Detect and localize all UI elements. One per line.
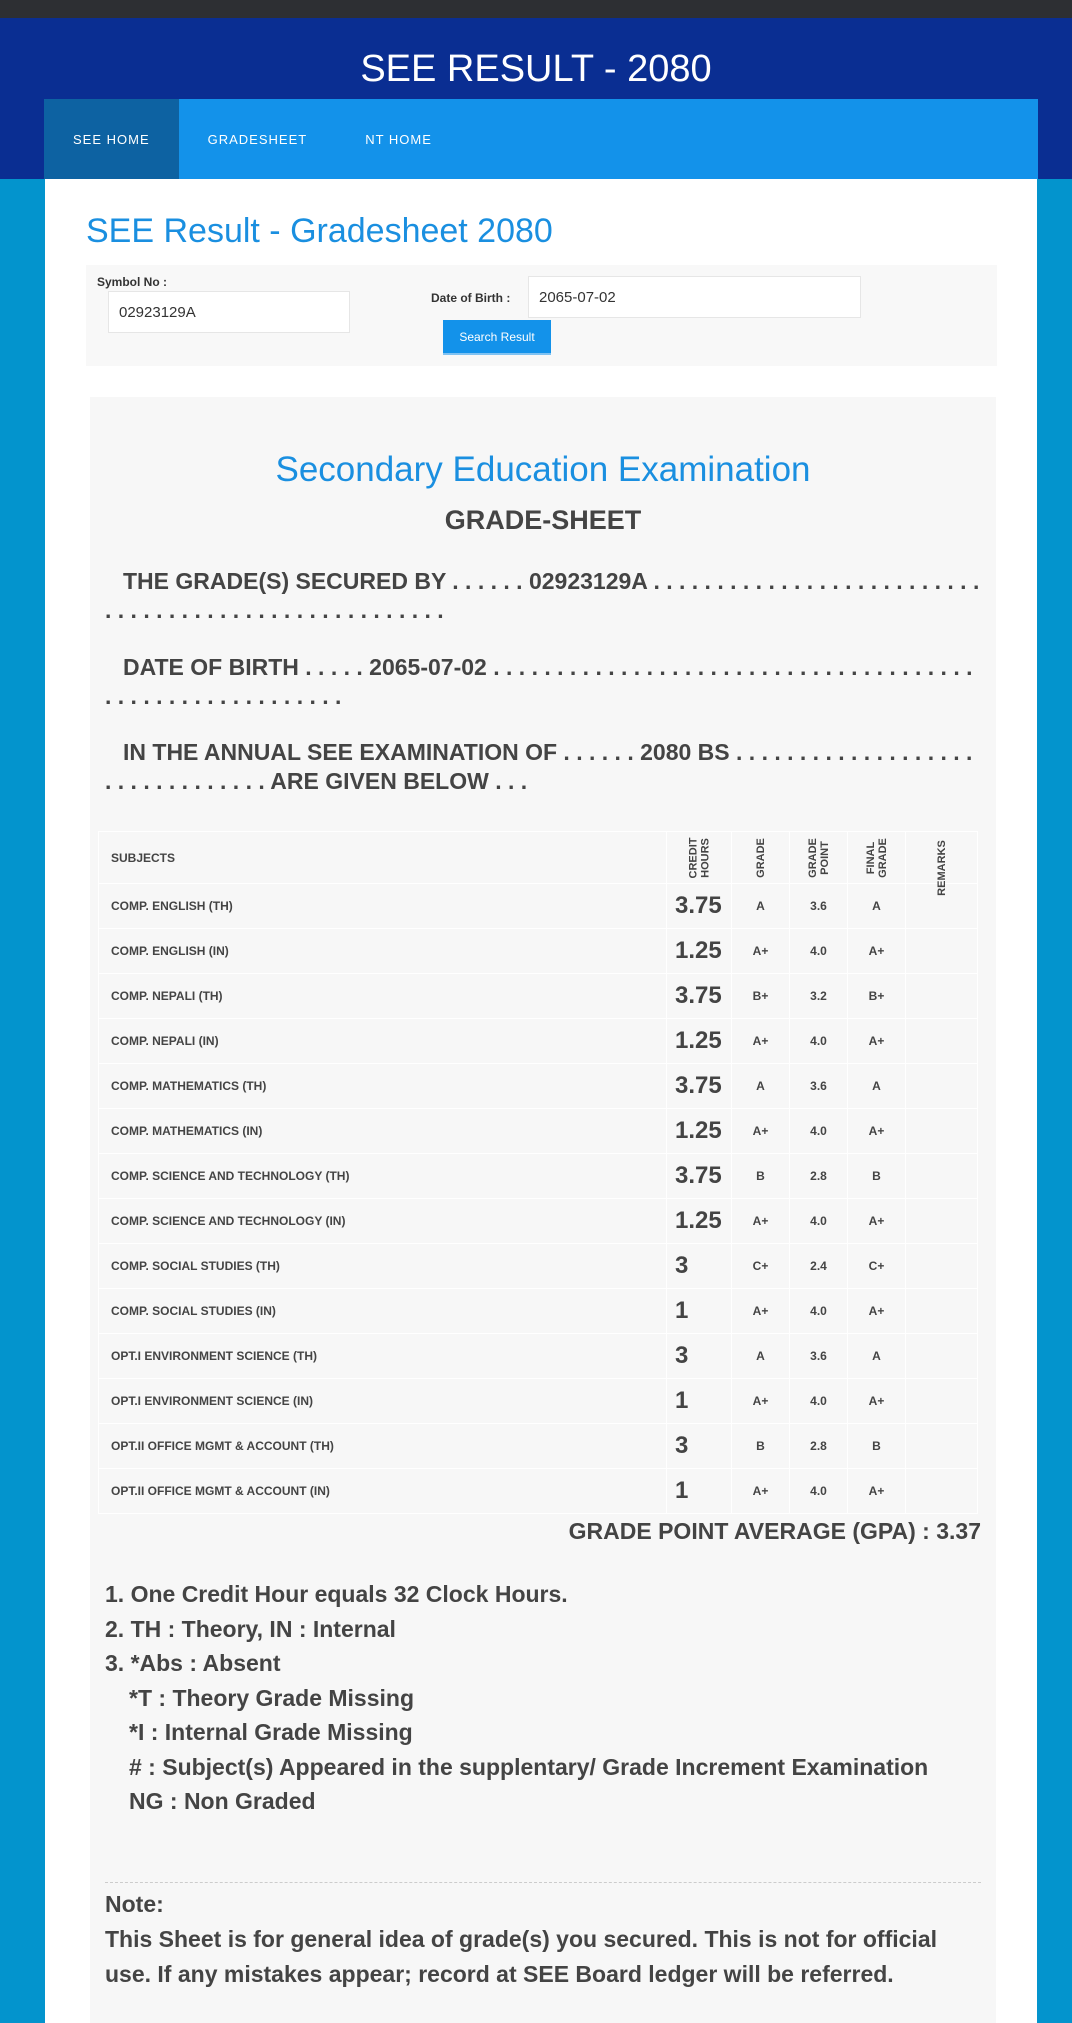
gradesheet bbox=[90, 397, 996, 2023]
cell-grade-point: 3.2 bbox=[790, 974, 848, 1019]
table-row bbox=[99, 1379, 978, 1424]
cell-final-grade: A bbox=[848, 1334, 906, 1379]
cell-grade: A+ bbox=[732, 1109, 790, 1154]
cell-subject: COMP. MATHEMATICS (TH) bbox=[99, 1064, 667, 1109]
cell-credit-hours: 1.25 bbox=[667, 1019, 732, 1064]
table-row bbox=[99, 1064, 978, 1109]
cell-final-grade: A+ bbox=[848, 1109, 906, 1154]
cell-grade-point: 4.0 bbox=[790, 1289, 848, 1334]
cell-subject: OPT.I ENVIRONMENT SCIENCE (TH) bbox=[99, 1334, 667, 1379]
note-item: 3. *Abs : Absent bbox=[105, 1650, 281, 1676]
gradesheet-title: GRADE-SHEET bbox=[444, 505, 642, 535]
table-row bbox=[99, 1244, 978, 1289]
dob-label: Date of Birth : bbox=[431, 291, 511, 305]
cell-grade-point: 4.0 bbox=[790, 1199, 848, 1244]
note-item: 2. TH : Theory, IN : Internal bbox=[105, 1615, 396, 1642]
cell-grade-point: 2.8 bbox=[790, 1424, 848, 1469]
cell-grade-point: 4.0 bbox=[790, 929, 848, 974]
col-subjects: SUBJECTS bbox=[99, 832, 667, 884]
nav-nt-home[interactable]: NT HOME bbox=[365, 131, 432, 147]
table-row bbox=[99, 884, 978, 929]
cell-final-grade: A+ bbox=[848, 1469, 906, 1514]
cell-final-grade: A+ bbox=[848, 1289, 906, 1334]
cell-grade-point: 4.0 bbox=[790, 1109, 848, 1154]
notes-list bbox=[105, 1577, 981, 1819]
cell-remarks bbox=[906, 1424, 978, 1469]
cell-credit-hours: 3 bbox=[667, 1244, 732, 1289]
note-item: *I : Internal Grade Missing bbox=[129, 1719, 413, 1745]
cell-credit-hours: 3.75 bbox=[667, 1154, 732, 1199]
col-credit-hours: CREDIT HOURS bbox=[667, 832, 732, 884]
cell-remarks bbox=[906, 1154, 978, 1199]
cell-credit-hours: 1 bbox=[667, 1379, 732, 1424]
cell-grade-point: 4.0 bbox=[790, 1019, 848, 1064]
table-row bbox=[99, 1019, 978, 1064]
cell-subject: COMP. ENGLISH (IN) bbox=[99, 929, 667, 974]
search-form bbox=[86, 265, 997, 366]
table-row bbox=[99, 1424, 978, 1469]
browser-top-bar bbox=[0, 0, 1072, 18]
cell-credit-hours: 1.25 bbox=[667, 1199, 732, 1244]
cell-subject: COMP. SOCIAL STUDIES (TH) bbox=[99, 1244, 667, 1289]
site-title: SEE RESULT - 2080 bbox=[360, 48, 712, 90]
cell-credit-hours: 3 bbox=[667, 1424, 732, 1469]
cell-credit-hours: 1.25 bbox=[667, 929, 732, 974]
cell-subject: COMP. SCIENCE AND TECHNOLOGY (IN) bbox=[99, 1199, 667, 1244]
nav-see-home[interactable]: SEE HOME bbox=[44, 99, 179, 179]
cell-final-grade: A+ bbox=[848, 1379, 906, 1424]
cell-grade: A bbox=[732, 1334, 790, 1379]
cell-credit-hours: 3.75 bbox=[667, 1064, 732, 1109]
cell-grade-point: 4.0 bbox=[790, 1379, 848, 1424]
note-item: 1. One Credit Hour equals 32 Clock Hours. bbox=[105, 1581, 568, 1607]
cell-remarks bbox=[906, 1289, 978, 1334]
table-header bbox=[99, 832, 978, 884]
table-row bbox=[99, 1154, 978, 1199]
table-row bbox=[99, 1289, 978, 1334]
grades-table bbox=[98, 831, 978, 1514]
cell-remarks bbox=[906, 1199, 978, 1244]
cell-grade: A+ bbox=[732, 1289, 790, 1334]
col-grade-point: GRADE POINT bbox=[790, 832, 848, 884]
cell-grade: B bbox=[732, 1154, 790, 1199]
cell-grade-point: 3.6 bbox=[790, 884, 848, 929]
cell-credit-hours: 3 bbox=[667, 1334, 732, 1379]
cell-credit-hours: 3.75 bbox=[667, 884, 732, 929]
symbol-label: Symbol No : bbox=[97, 275, 168, 289]
note-title: Note: bbox=[105, 1891, 164, 1917]
cell-final-grade: B+ bbox=[848, 974, 906, 1019]
nav-gradesheet[interactable]: GRADESHEET bbox=[207, 131, 308, 147]
cell-final-grade: A+ bbox=[848, 929, 906, 974]
col-remarks: REMARKS bbox=[906, 832, 978, 884]
cell-remarks bbox=[906, 1019, 978, 1064]
cell-grade: B+ bbox=[732, 974, 790, 1019]
col-final-grade: FINAL GRADE bbox=[848, 832, 906, 884]
disclaimer bbox=[105, 1882, 981, 1992]
cell-subject: OPT.II OFFICE MGMT & ACCOUNT (IN) bbox=[99, 1469, 667, 1514]
cell-grade: A+ bbox=[732, 1379, 790, 1424]
cell-subject: COMP. SCIENCE AND TECHNOLOGY (TH) bbox=[99, 1154, 667, 1199]
table-row bbox=[99, 929, 978, 974]
note-text: This Sheet is for general idea of grade(s) you secured. This is not for official use. If any mistakes appear; record at SEE Board ledger will be referred. bbox=[105, 1926, 937, 1987]
symbol-input[interactable]: 02923129A bbox=[108, 291, 350, 333]
table-row bbox=[99, 1109, 978, 1154]
cell-remarks bbox=[906, 1064, 978, 1109]
page-title: SEE Result - Gradesheet 2080 bbox=[86, 212, 553, 250]
cell-final-grade: B bbox=[848, 1154, 906, 1199]
cell-credit-hours: 1 bbox=[667, 1289, 732, 1334]
cell-final-grade: A+ bbox=[848, 1199, 906, 1244]
gpa: GRADE POINT AVERAGE (GPA) : 3.37 bbox=[568, 1518, 981, 1544]
col-grade: GRADE bbox=[732, 832, 790, 884]
cell-remarks bbox=[906, 1469, 978, 1514]
cell-subject: COMP. ENGLISH (TH) bbox=[99, 884, 667, 929]
cell-remarks bbox=[906, 1379, 978, 1424]
cell-subject: COMP. NEPALI (TH) bbox=[99, 974, 667, 1019]
dob-input[interactable]: 2065-07-02 bbox=[528, 276, 861, 318]
cell-grade-point: 3.6 bbox=[790, 1064, 848, 1109]
table-row bbox=[99, 974, 978, 1019]
cell-final-grade: C+ bbox=[848, 1244, 906, 1289]
cell-final-grade: A+ bbox=[848, 1019, 906, 1064]
note-item: NG : Non Graded bbox=[129, 1788, 316, 1814]
cell-grade-point: 3.6 bbox=[790, 1334, 848, 1379]
cell-subject: OPT.I ENVIRONMENT SCIENCE (IN) bbox=[99, 1379, 667, 1424]
cell-remarks bbox=[906, 929, 978, 974]
table-row bbox=[99, 1334, 978, 1379]
cell-final-grade: A bbox=[848, 884, 906, 929]
cell-remarks bbox=[906, 1244, 978, 1289]
cell-final-grade: A bbox=[848, 1064, 906, 1109]
cell-remarks bbox=[906, 1334, 978, 1379]
cell-subject: COMP. SOCIAL STUDIES (IN) bbox=[99, 1289, 667, 1334]
cell-grade: C+ bbox=[732, 1244, 790, 1289]
cell-grade-point: 2.8 bbox=[790, 1154, 848, 1199]
cell-remarks bbox=[906, 1109, 978, 1154]
secured-by-line: THE GRADE(S) SECURED BY . . . . . . 02923129A . . . . . . . . . . . . . . . . . . . . . . . . . . . . . . . . . . . . . . . . . . . . . . . . . . . . . bbox=[105, 568, 980, 623]
cell-credit-hours: 3.75 bbox=[667, 974, 732, 1019]
dob-line: DATE OF BIRTH . . . . . 2065-07-02 . . . . . . . . . . . . . . . . . . . . . . . . . . . . . . . . . . . . . . . . . . . . . . . . . . . . . . . . . bbox=[105, 654, 973, 709]
note-item: # : Subject(s) Appeared in the supplentary/ Grade Increment Examination bbox=[129, 1753, 929, 1780]
cell-grade: A bbox=[732, 884, 790, 929]
cell-credit-hours: 1.25 bbox=[667, 1109, 732, 1154]
exam-title: Secondary Education Examination bbox=[275, 450, 811, 489]
cell-final-grade: B bbox=[848, 1424, 906, 1469]
cell-grade-point: 4.0 bbox=[790, 1469, 848, 1514]
cell-subject: COMP. NEPALI (IN) bbox=[99, 1019, 667, 1064]
cell-grade: A+ bbox=[732, 929, 790, 974]
cell-grade: A bbox=[732, 1064, 790, 1109]
search-result-button[interactable]: Search Result bbox=[443, 320, 551, 355]
cell-subject: OPT.II OFFICE MGMT & ACCOUNT (TH) bbox=[99, 1424, 667, 1469]
cell-grade: A+ bbox=[732, 1199, 790, 1244]
cell-grade-point: 2.4 bbox=[790, 1244, 848, 1289]
note-item: *T : Theory Grade Missing bbox=[129, 1684, 414, 1711]
table-row bbox=[99, 1199, 978, 1244]
table-row bbox=[99, 1469, 978, 1514]
main-container bbox=[45, 179, 1037, 2023]
cell-subject: COMP. MATHEMATICS (IN) bbox=[99, 1109, 667, 1154]
cell-grade: A+ bbox=[732, 1019, 790, 1064]
cell-remarks bbox=[906, 974, 978, 1019]
cell-credit-hours: 1 bbox=[667, 1469, 732, 1514]
main-nav bbox=[44, 99, 1038, 179]
cell-grade: B bbox=[732, 1424, 790, 1469]
cell-grade: A+ bbox=[732, 1469, 790, 1514]
exam-line: IN THE ANNUAL SEE EXAMINATION OF . . . . . . 2080 BS . . . . . . . . . . . . . . . . . . . . . . . . . . . . . . . . ARE GIVEN BELOW . . . bbox=[105, 739, 973, 794]
